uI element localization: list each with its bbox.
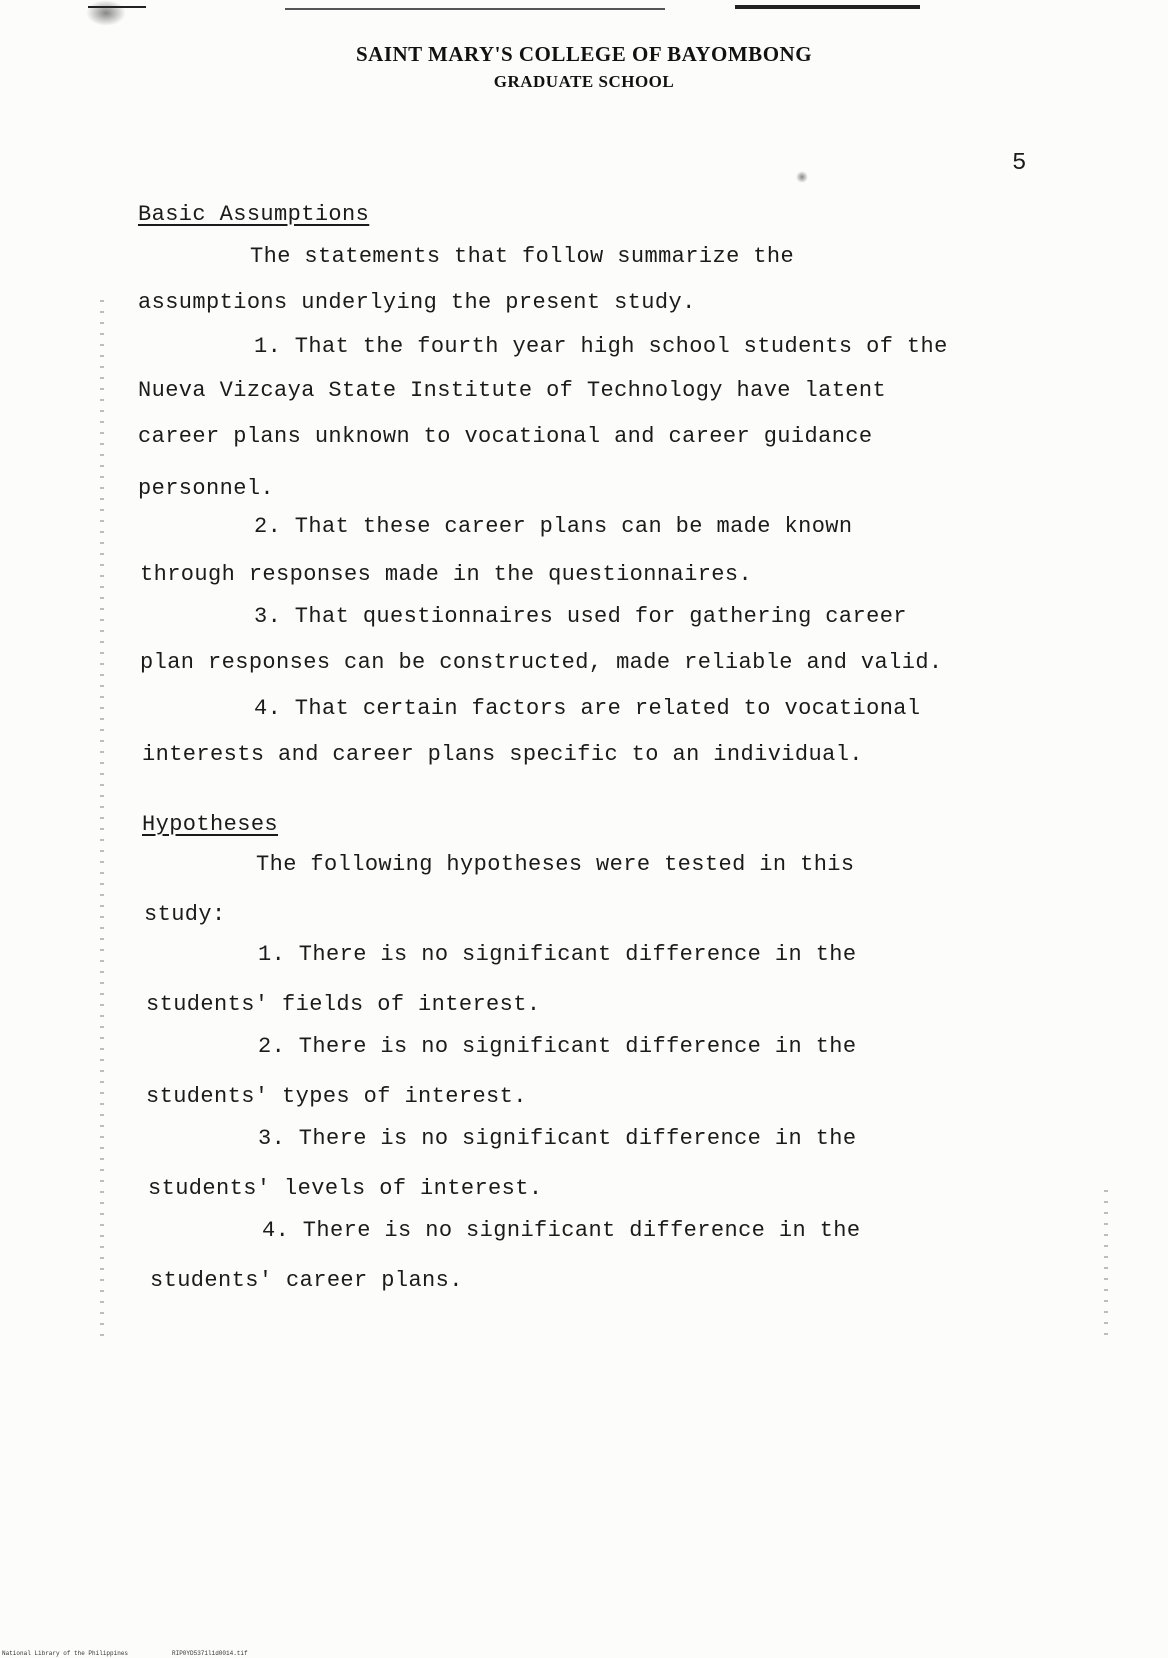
scan-artifact-corner-smudge — [86, 0, 126, 26]
school-name: GRADUATE SCHOOL — [493, 72, 675, 91]
hypotheses-line: 1. There is no significant difference in the — [258, 942, 857, 967]
hypotheses-line: students' types of interest. — [146, 1084, 527, 1109]
hypotheses-line: 2. There is no significant difference in the — [258, 1034, 857, 1059]
section-heading-assumptions: Basic Assumptions — [138, 202, 370, 227]
hypotheses-line: The following hypotheses were tested in this — [256, 852, 855, 877]
assumptions-line: assumptions underlying the present study. — [138, 290, 696, 315]
scan-artifact-top-center — [285, 8, 665, 10]
scan-footer-filename: RIP0YD5371l1d0014.tif — [172, 1650, 248, 1657]
assumptions-line: interests and career plans specific to an individual. — [142, 742, 863, 767]
assumptions-line: plan responses can be constructed, made reliable and valid. — [140, 650, 943, 675]
page-number: 5 — [1012, 150, 1027, 177]
hypotheses-line: students' levels of interest. — [148, 1176, 543, 1201]
scan-artifact-left-edge — [100, 300, 104, 1340]
assumptions-line: The statements that follow summarize the — [250, 244, 795, 269]
hypotheses-line: study: — [144, 902, 226, 927]
hypotheses-line: 4. There is no significant difference in the — [262, 1218, 861, 1243]
assumptions-line: personnel. — [138, 476, 275, 501]
assumptions-line: 4. That certain factors are related to vocational — [254, 696, 921, 721]
assumptions-line: Nueva Vizcaya State Institute of Technology have latent — [138, 378, 887, 403]
scan-footer-library: National Library of the Philippines — [2, 1650, 129, 1657]
hypotheses-line: students' fields of interest. — [146, 992, 541, 1017]
assumptions-line: 3. That questionnaires used for gathering career — [254, 604, 907, 629]
assumptions-line: 2. That these career plans can be made known — [254, 514, 853, 539]
scan-artifact-dot — [796, 171, 808, 183]
scan-artifact-right-edge — [1104, 1190, 1108, 1340]
scan-artifact-top-right — [735, 5, 920, 9]
assumptions-line: career plans unknown to vocational and career guidance — [138, 424, 873, 449]
assumptions-line: 1. That the fourth year high school students of the — [254, 334, 948, 359]
assumptions-line: through responses made in the questionnaires. — [140, 562, 753, 587]
section-heading-hypotheses: Hypotheses — [142, 812, 279, 837]
hypotheses-line: 3. There is no significant difference in the — [258, 1126, 857, 1151]
college-name: SAINT MARY'S COLLEGE OF BAYOMBONG — [355, 42, 813, 66]
hypotheses-line: students' career plans. — [150, 1268, 463, 1293]
